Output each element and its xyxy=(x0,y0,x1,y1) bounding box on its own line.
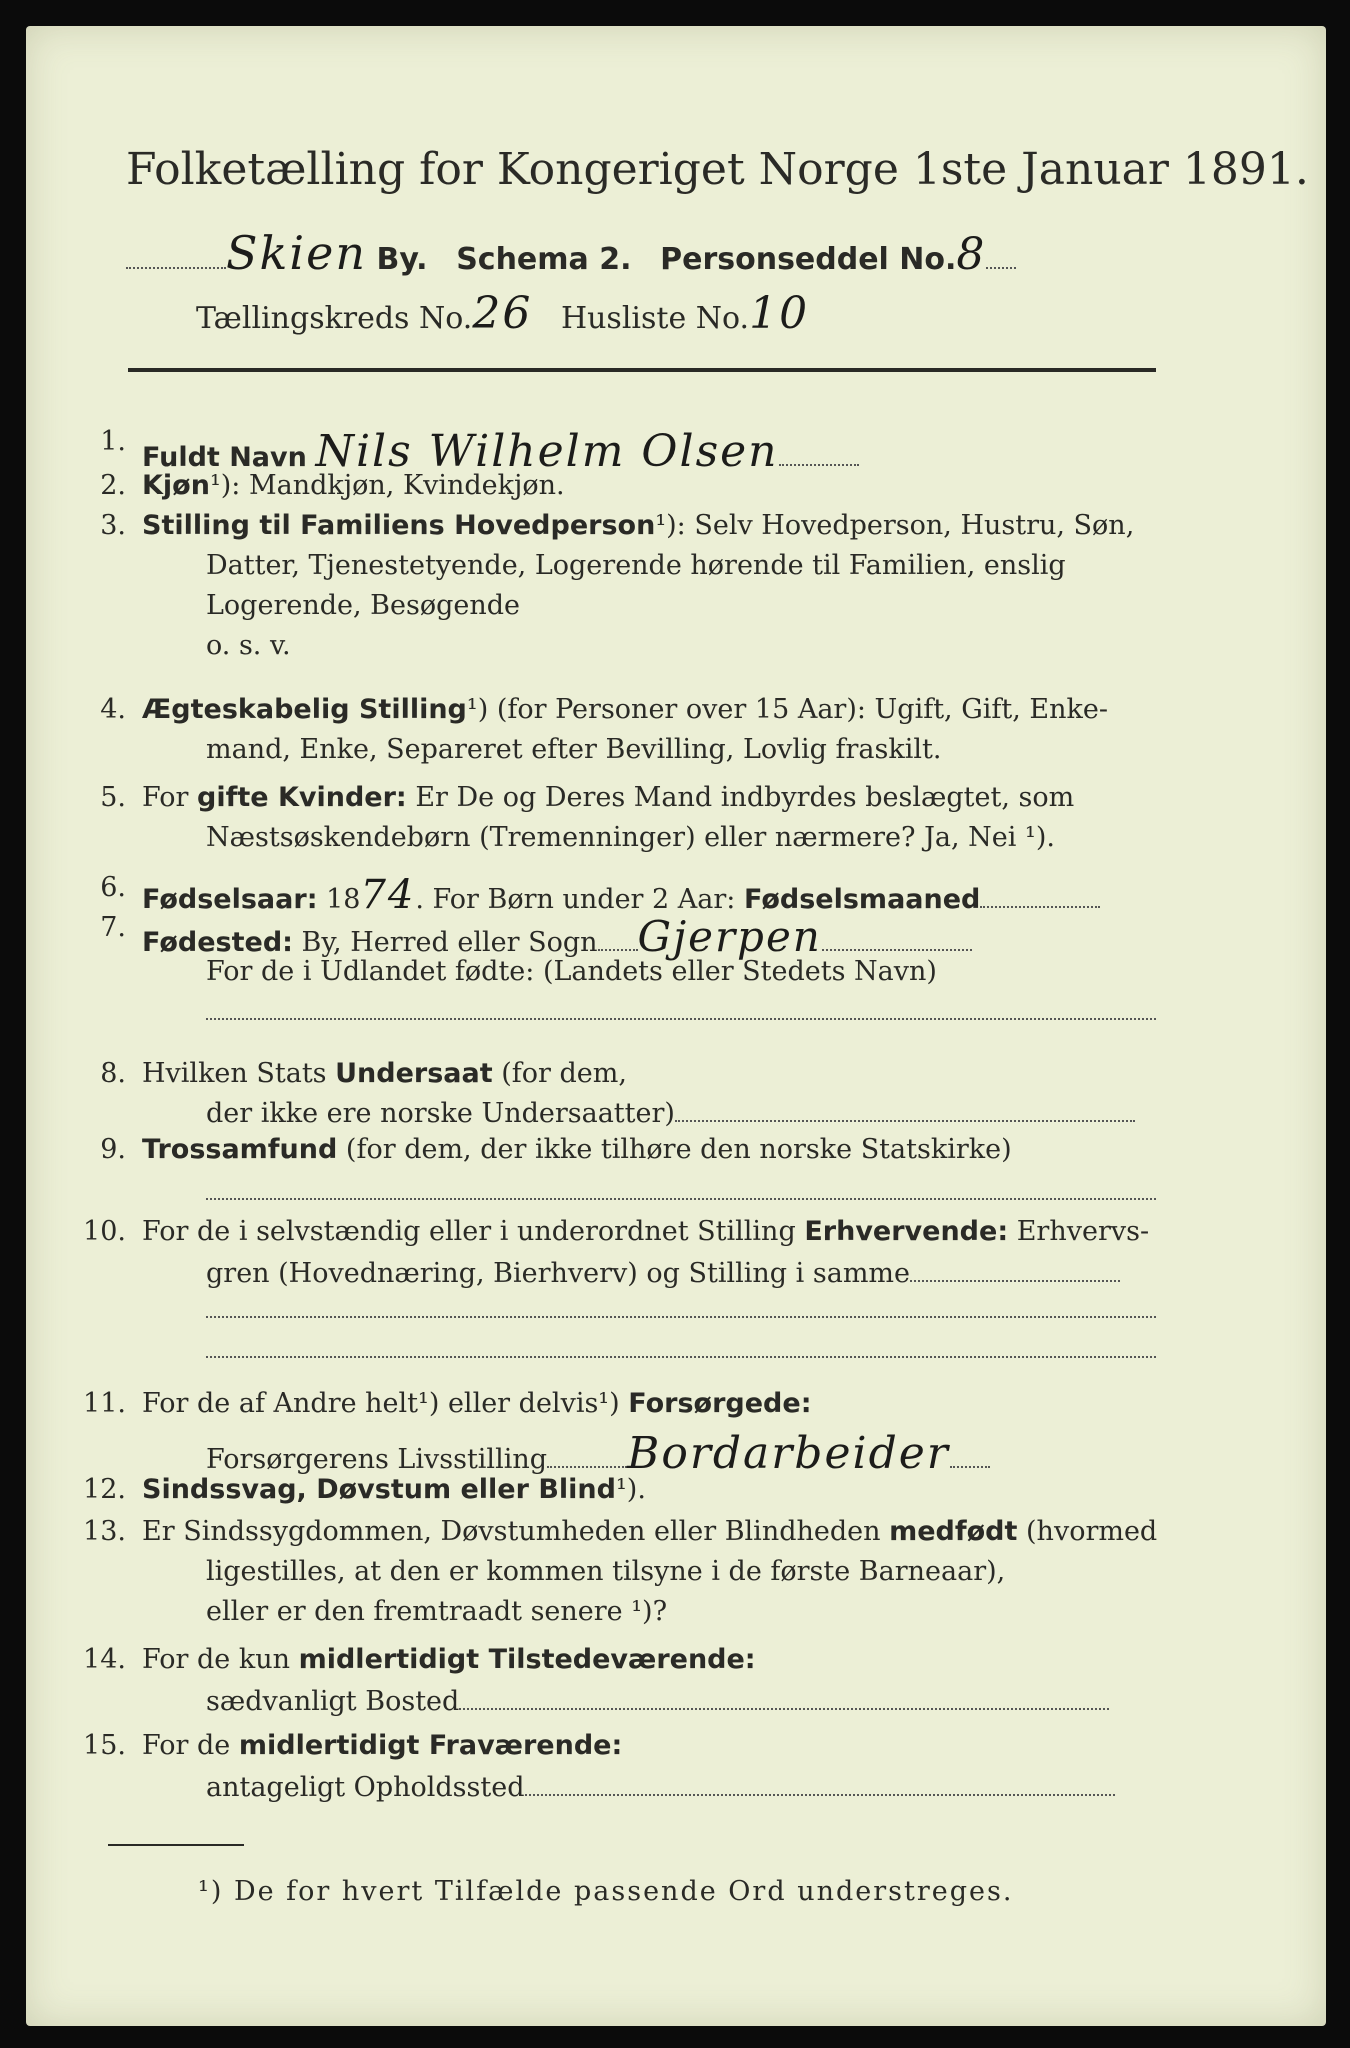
disability-label: Sindssvag, Døvstum eller Blind xyxy=(142,1474,616,1505)
birthplace-foreign-line: For de i Udlandet fødte: (Landets eller Stedets Navn) xyxy=(206,956,937,987)
census-form xyxy=(26,26,1326,2026)
item-number: 13. xyxy=(83,1516,126,1547)
sex-label: Kjøn xyxy=(142,470,210,501)
item-14-line-2 xyxy=(206,1686,1109,1717)
item-number: 14. xyxy=(83,1644,126,1675)
form-title: Folketælling for Kongeriget Norge 1ste Januar 1891. xyxy=(126,144,1309,195)
citizenship-prefix: Hvilken Stats xyxy=(142,1058,327,1089)
kreds-number: 26 xyxy=(472,288,533,339)
item-number: 1. xyxy=(100,426,126,457)
by-label: By. xyxy=(376,242,428,277)
supported-label: Forsørgede: xyxy=(628,1388,812,1419)
supported-line-1: For de af Andre helt¹) eller delvis¹) xyxy=(142,1388,620,1419)
temporary-absent-prefix: For de xyxy=(142,1730,231,1761)
occupation-line-2: gren (Hovednæring, Bierhverv) og Stilling i samme xyxy=(206,1258,911,1289)
birthplace-value: Gjerpen xyxy=(637,912,822,961)
congenital-line-1-end: (hvormed xyxy=(1026,1516,1158,1547)
provider-occupation-value: Bordarbeider xyxy=(627,1428,950,1479)
personseddel-label: Personseddel No. xyxy=(660,242,957,277)
item-number: 5. xyxy=(100,782,126,813)
item-number: 15. xyxy=(83,1730,126,1761)
personseddel-number: 8 xyxy=(956,229,987,280)
schema-label: Schema 2. xyxy=(456,242,632,277)
footnote: ¹) De for hvert Tilfælde passende Ord understreges. xyxy=(198,1876,1014,1907)
occupation-line-2-row xyxy=(206,1258,1120,1289)
temporary-present-label: midlertidigt Tilstedeværende: xyxy=(298,1644,756,1675)
dotted-line xyxy=(206,1018,1156,1020)
married-women-line-2: Næstsøskendebørn (Tremenninger) eller nærmere? Ja, Nei ¹). xyxy=(206,822,1055,853)
item-number: 8. xyxy=(100,1058,126,1089)
item-5-prefix: For xyxy=(142,782,189,813)
congenital-label: medfødt xyxy=(889,1516,1018,1547)
item-11-line-2 xyxy=(206,1428,990,1479)
congenital-line-2: ligestilles, at den er kommen tilsyne i de første Barneaar), xyxy=(206,1556,1006,1587)
family-position-line-4: o. s. v. xyxy=(206,630,291,661)
citizenship-line-2-row xyxy=(206,1098,1135,1129)
married-women-label: gifte Kvinder: xyxy=(197,782,407,813)
birthplace-label: Fødested: xyxy=(142,927,293,958)
birth-month-label: Fødselsmaaned xyxy=(744,884,981,915)
item-10 xyxy=(142,1216,1149,1247)
dotted-line xyxy=(206,1316,1156,1318)
item-11 xyxy=(142,1388,812,1419)
item-8 xyxy=(142,1058,627,1089)
item-9 xyxy=(142,1134,1012,1165)
marital-status-options: ¹) (for Personer over 15 Aar): Ugift, Gift, Enke- xyxy=(466,694,1108,725)
birth-year-label: Fødselsaar: xyxy=(142,884,318,915)
item-number: 3. xyxy=(100,510,126,541)
city-name: Skien xyxy=(226,226,367,280)
under-2-label: For Børn under 2 Aar: xyxy=(432,884,736,915)
item-number: 6. xyxy=(100,872,126,903)
husliste-label: Husliste No. xyxy=(560,301,750,336)
congenital-line-3: eller er den fremtraadt senere ¹)? xyxy=(206,1596,668,1627)
family-position-options: ¹): Selv Hovedperson, Hustru, Søn, xyxy=(655,510,1135,541)
item-number: 2. xyxy=(100,470,126,501)
married-women-question: Er De og Deres Mand indbyrdes beslægtet, som xyxy=(415,782,1075,813)
item-13 xyxy=(142,1516,1157,1547)
item-14 xyxy=(142,1644,756,1675)
birth-year-value: 74 xyxy=(360,872,416,918)
citizenship-line-1: (for dem, xyxy=(501,1058,627,1089)
item-7 xyxy=(142,912,972,961)
item-12 xyxy=(142,1474,646,1505)
provider-occupation-label: Forsørgerens Livsstilling xyxy=(206,1444,548,1475)
disability-footnote: ¹). xyxy=(615,1474,646,1505)
citizenship-label: Undersaat xyxy=(335,1058,493,1089)
item-3 xyxy=(142,510,1134,541)
citizenship-line-2: der ikke ere norske Undersaatter) xyxy=(206,1098,675,1129)
occupation-line-1-end: Erhvervs- xyxy=(1016,1216,1150,1247)
item-number: 12. xyxy=(83,1474,126,1505)
kreds-label: Tællingskreds No. xyxy=(196,301,473,336)
congenital-line-1: Er Sindssygdommen, Døvstumheden eller Blindheden xyxy=(142,1516,881,1547)
item-number: 9. xyxy=(100,1134,126,1165)
birth-year-prefix: 18 xyxy=(326,884,361,915)
temporary-present-prefix: For de kun xyxy=(142,1644,290,1675)
family-position-line-3: Logerende, Besøgende xyxy=(206,590,520,621)
item-2 xyxy=(142,470,565,501)
item-5 xyxy=(142,782,1074,813)
item-6: Fødselsaar: 1874. For Børn under 2 Aar: Fødselsmaaned xyxy=(142,872,1100,918)
full-name-value: Nils Wilhelm Olsen xyxy=(315,426,779,477)
family-position-line-2: Datter, Tjenestetyende, Logerende hørende til Familien, enslig xyxy=(206,550,1066,581)
header-rule xyxy=(128,368,1156,372)
full-name-label: Fuldt Navn xyxy=(142,442,307,473)
item-number: 7. xyxy=(100,912,126,943)
husliste-number: 10 xyxy=(749,288,810,339)
dotted-line xyxy=(206,1198,1156,1200)
item-number: 11. xyxy=(83,1388,126,1419)
header-line-1 xyxy=(126,226,1016,280)
occupation-label: Erhvervende: xyxy=(804,1216,1009,1247)
occupation-line-1: For de i selvstændig eller i underordnet Stilling xyxy=(142,1216,796,1247)
item-4 xyxy=(142,694,1108,725)
item-15 xyxy=(142,1730,622,1761)
marital-status-line-2: mand, Enke, Separeret efter Bevilling, Lovlig fraskilt. xyxy=(206,734,942,765)
footnote-rule xyxy=(108,1844,244,1846)
family-position-label: Stilling til Familiens Hovedperson xyxy=(142,510,656,541)
dotted-line xyxy=(206,1356,1156,1358)
birthplace-options: By, Herred eller Sogn xyxy=(301,927,598,958)
item-number: 4. xyxy=(100,694,126,725)
item-15-line-2 xyxy=(206,1772,1115,1803)
marital-status-label: Ægteskabelig Stilling xyxy=(142,694,467,725)
temporary-absent-label: midlertidigt Fraværende: xyxy=(238,1730,623,1761)
header-line-2 xyxy=(196,288,809,339)
religion-description: (for dem, der ikke tilhøre den norske Statskirke) xyxy=(345,1134,1012,1165)
sex-options: ¹): Mandkjøn, Kvindekjøn. xyxy=(209,470,565,501)
religion-label: Trossamfund xyxy=(142,1134,338,1165)
usual-residence-label: sædvanligt Bosted xyxy=(206,1686,460,1717)
probable-residence-label: antageligt Opholdssted xyxy=(206,1772,525,1803)
item-number: 10. xyxy=(83,1216,126,1247)
